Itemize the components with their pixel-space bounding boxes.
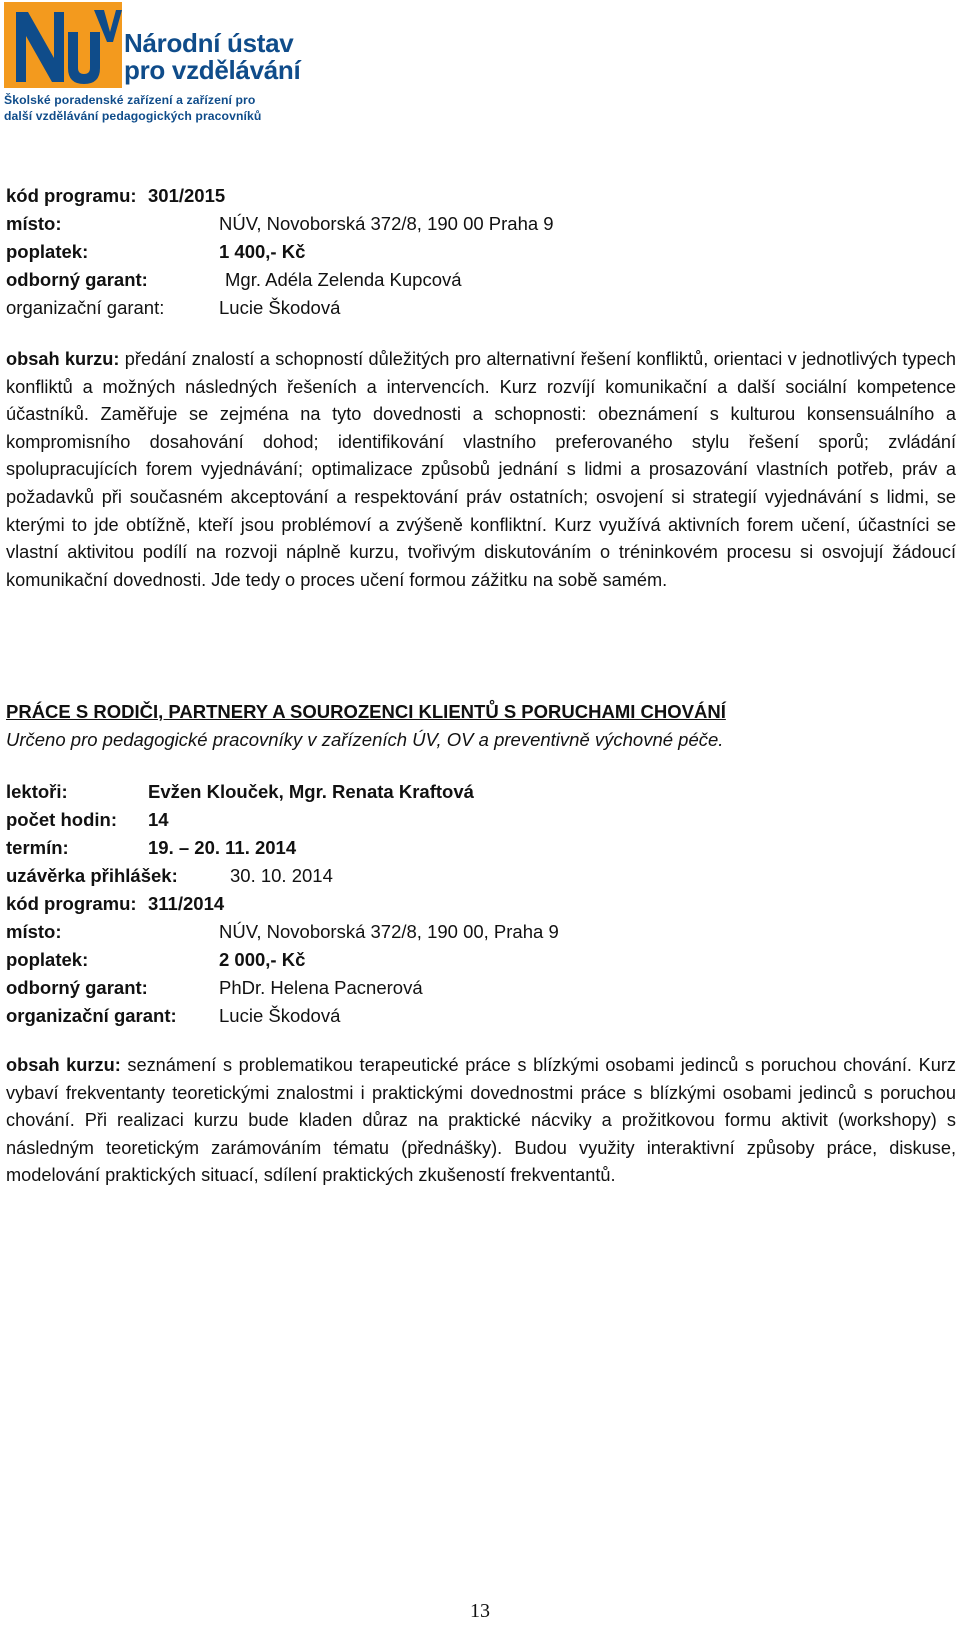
course2-info [6,778,956,1030]
course2-misto-row [6,918,956,946]
course1-odborny-row [6,266,956,294]
poplatek-label: poplatek: [6,241,89,262]
course2-kod-row [6,890,956,918]
poplatek-value: 1 400,- Kč [219,241,306,262]
misto-value: NÚV, Novoborská 372/8, 190 00 Praha 9 [219,213,554,234]
poplatek-value: 2 000,- Kč [219,949,306,970]
hodin-value: 14 [148,809,169,830]
obsah-text: předání znalostí a schopností důležitých pro alternativní řešení konfliktů, orientaci v jednotlivých typech konfliktů a možných následných řešeních a intervencích. Kurz rozvíjí komunikační a další sociální kompetence účastníků. Zaměřuje se zejména na tyto dovednosti a schopnosti: obeznámení s kulturou konsensuálního a kompromisního dosahování dohod; identifikování vlastního preferovaného stylu řešení sporů; zvládání spolupracujících forem vyjednávání; optimalizace způsobů jednání s lidmi a prosazování vlastních potřeb, práv a požadavků při současném akceptování a respektování práv ostatních; osvojení si strategií vyjednávání s lidmi, se kterými to jde obtížně, kteří jsou problémoví a zvýšeně konfliktní. Kurz využívá aktivních forem učení, účastníci se vlastní aktivitou podílí na rozvoji náplně kurzu, tvořivým diskutováním o tréninkovém procesu si osvojují žádoucí komunikační dovednosti. Jde tedy o proces učení formou zážitku na sobě samém. [6,349,956,590]
course2-title: PRÁCE S RODIČI, PARTNERY A SOUROZENCI KLIENTŮ S PORUCHAMI CHOVÁNÍ [6,701,726,722]
odborny-value: PhDr. Helena Pacnerová [219,977,423,998]
course2-subtitle: Určeno pro pedagogické pracovníky v zařízeních ÚV, OV a preventivně výchovné péče. [6,729,724,750]
page-number: 13 [470,1600,490,1622]
termin-label: termín: [6,837,69,858]
logo-title-line1: Národní ústav [124,28,294,58]
logo-subtitle-line1: Školské poradenské zařízení a zařízení pro [4,93,256,107]
obsah-text: seznámení s problematikou terapeutické práce s blízkými osobami jedinců s poruchou chování. Kurz vybaví frekventanty teoretickými znalostmi i praktickými dovednostmi práce s blízkými osobami jedinců s poruchou chování. Při realizaci kurzu bude kladen důraz na praktické nácviky a prožitkovou formu aktivit (workshopy) s následným teoretickým zarámováním tématu (přednášky). Budou využity interaktivní způsoby práce, diskuse, modelování praktických situací, sdílení praktických zkušeností frekventantů. [6,1055,956,1186]
course1-info [6,182,956,322]
nuv-logo [4,2,304,127]
course1-poplatek-row [6,238,956,266]
kod-label: kód programu: [6,185,137,206]
course2-poplatek-row [6,946,956,974]
odborny-value: Mgr. Adéla Zelenda Kupcová [225,269,462,290]
course1-misto-row [6,210,956,238]
obsah-label: obsah kurzu: [6,349,120,369]
logo-subtitle-line2: další vzdělávání pedagogických pracovníků [4,109,262,123]
organizacni-value: Lucie Škodová [219,1005,341,1026]
organizacni-label: organizační garant: [6,297,165,318]
misto-label: místo: [6,921,62,942]
course2-termin-row [6,834,956,862]
uzaverka-value: 30. 10. 2014 [230,865,333,886]
misto-label: místo: [6,213,62,234]
course2-odborny-row [6,974,956,1002]
course1-obsah [6,346,956,594]
course2-organizacni-row [6,1002,956,1030]
course1-kod-row [6,182,956,210]
logo-title-line2: pro vzdělávání [124,55,301,85]
logo-subtitle [4,92,304,124]
lektori-label: lektoři: [6,781,68,802]
course2-lektori-row [6,778,956,806]
organizacni-label: organizační garant: [6,1005,177,1026]
lektori-value: Evžen Klouček, Mgr. Renata Kraftová [148,781,474,802]
kod-value: 311/2014 [148,893,225,914]
course2-hodin-row [6,806,956,834]
hodin-label: počet hodin: [6,809,117,830]
odborny-label: odborný garant: [6,977,148,998]
poplatek-label: poplatek: [6,949,89,970]
uzaverka-label: uzávěrka přihlášek: [6,865,178,886]
obsah-label: obsah kurzu: [6,1055,121,1075]
misto-value: NÚV, Novoborská 372/8, 190 00, Praha 9 [219,921,559,942]
logo-title [124,30,300,84]
termin-value: 19. – 20. 11. 2014 [148,837,297,858]
organizacni-value: Lucie Škodová [219,297,341,318]
odborny-label: odborný garant: [6,269,148,290]
kod-label: kód programu: [6,893,137,914]
course2-obsah [6,1052,956,1190]
course1-organizacni-row [6,294,956,322]
kod-value: 301/2015 [148,185,226,206]
course2-uzaverka-row [6,862,956,890]
nuv-logo-icon [4,2,122,90]
